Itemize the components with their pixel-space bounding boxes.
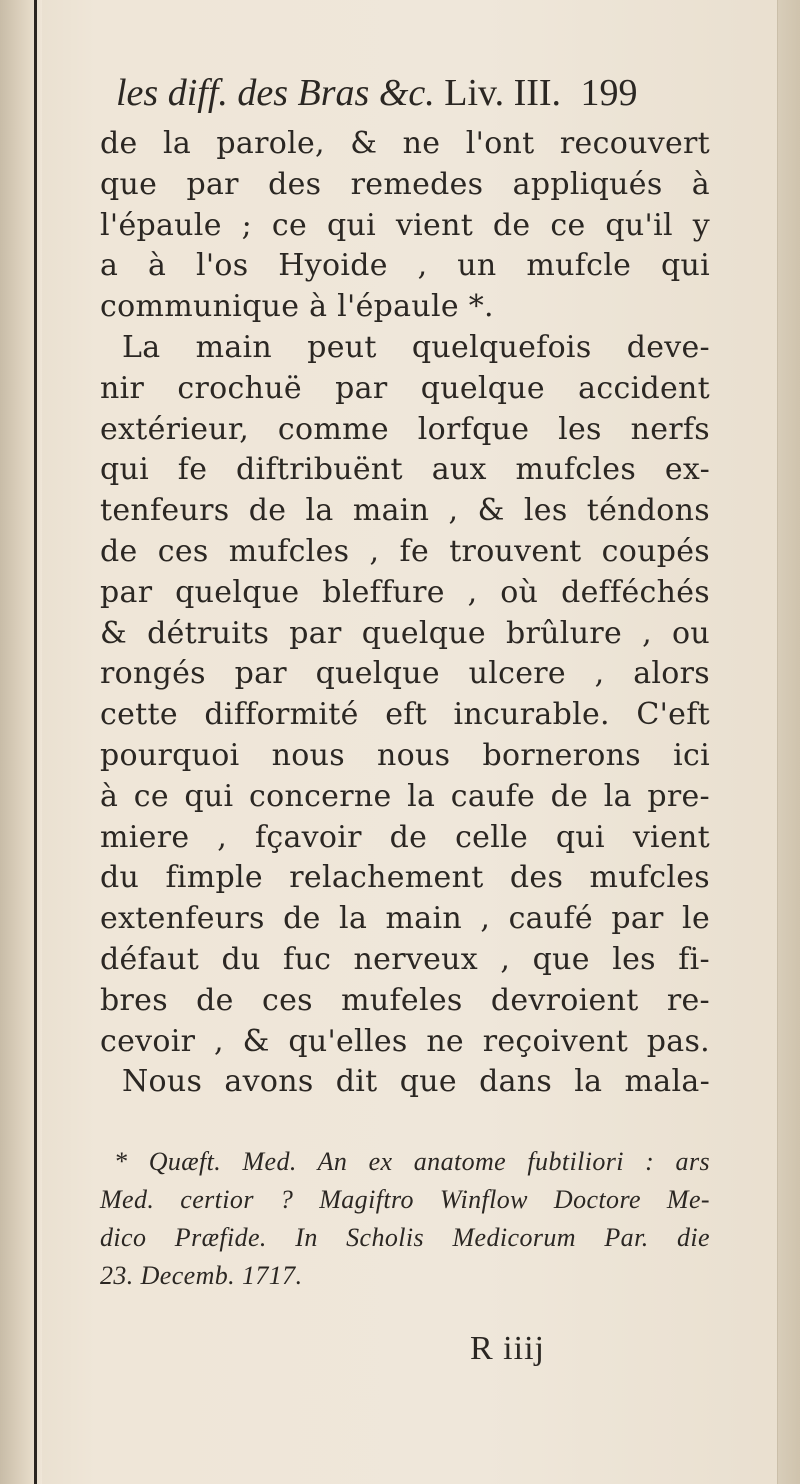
body-line: extérieur, comme lorfque les nerfs [100, 411, 710, 447]
footnote-line: dico Præfide. In Scholis Medicorum Par. die [100, 1223, 710, 1253]
signature-mark: R iiij [470, 1330, 545, 1367]
body-line: nir crochuë par quelque accident [100, 370, 710, 406]
body-line: communique à l'épaule *. [100, 289, 494, 325]
footnote-line: Med. certior ? Magiftro Winflow Doctore Me- [100, 1185, 710, 1215]
body-line: de la parole, & ne l'ont recouvert [100, 126, 710, 161]
body-line: a à l'os Hyoide , un mufcle qui [100, 248, 710, 284]
body-line: du fimple relachement des mufcles [100, 860, 710, 896]
body-line-paragraph-start: Nous avons dit que dans la mala- [122, 1064, 710, 1100]
body-line: défaut du fuc nerveux , que les fi- [100, 941, 710, 977]
page-number: 199 [580, 72, 638, 114]
body-line: qui fe diftribuënt aux mufcles ex- [100, 452, 710, 488]
body-line: rongés par quelque ulcere , alors [100, 656, 710, 692]
body-text [100, 124, 710, 1103]
body-line: miere , fçavoir de celle qui vient [100, 819, 710, 855]
body-line: de ces mufcles , fe trouvent coupés [100, 533, 710, 569]
footnote [100, 1143, 710, 1295]
body-line: par quelque bleffure , où defféchés [100, 574, 710, 610]
body-line: cevoir , & qu'elles ne reçoivent pas. [100, 1023, 710, 1059]
running-head-title: les diff. des Bras &c. [116, 72, 435, 114]
body-line: bres de ces mufeles devroient re- [100, 982, 710, 1018]
body-line: & détruits par quelque brûlure , ou [100, 615, 710, 651]
footnote-line: 23. Decemb. 1717. [100, 1261, 303, 1291]
text-block [100, 68, 710, 1295]
running-head [116, 68, 710, 118]
body-line: tenfeurs de la main , & les téndons [100, 493, 710, 529]
body-line: à ce qui concerne la caufe de la pre- [100, 778, 710, 814]
body-line: l'épaule ; ce qui vient de ce qu'il y [100, 207, 710, 243]
body-line-paragraph-start: La main peut quelquefois deve- [122, 329, 710, 365]
body-line: pourquoi nous nous bornerons ici [100, 737, 710, 773]
body-line: extenfeurs de la main , caufé par le [100, 901, 710, 937]
body-line: que par des remedes appliqués à [100, 166, 710, 202]
page-right-edge [777, 0, 800, 1484]
footnote-line: * Quæft. Med. An ex anatome fubtiliori : ars [114, 1147, 710, 1177]
body-line: cette difformité eft incurable. C'eft [100, 697, 710, 733]
binding-edge-line [34, 0, 37, 1484]
running-head-book: Liv. III. [444, 72, 562, 114]
